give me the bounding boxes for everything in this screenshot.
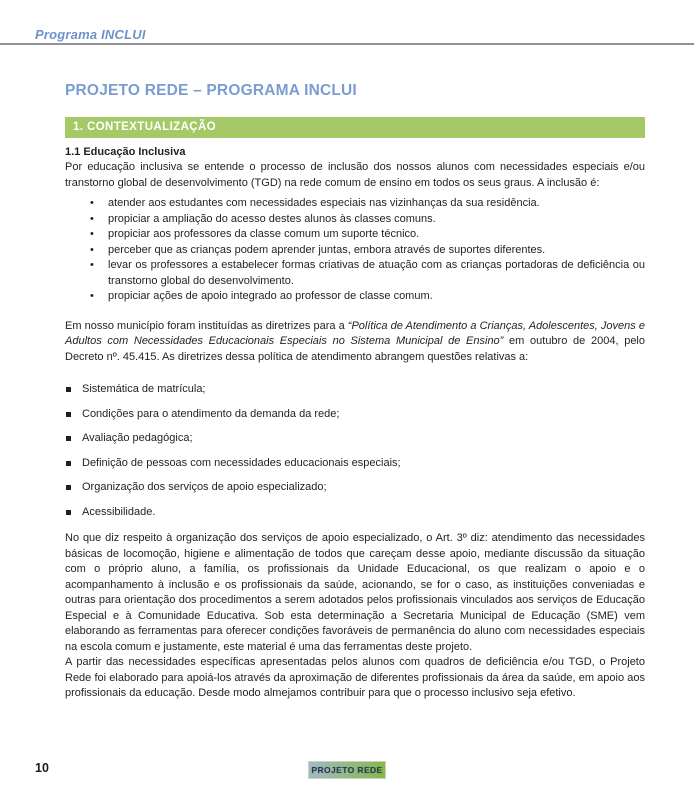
list-item: Organização dos serviços de apoio especializado; — [65, 480, 645, 496]
list-item: Sistemática de matrícula; — [65, 382, 645, 398]
intro-paragraph: Por educação inclusiva se entende o processo de inclusão dos nossos alunos com necessidades especiais e/ou transtorno global de desenvolvimento (TGD) na rede comum de ensino em todos os seus graus. A inclusão é: — [65, 161, 645, 189]
list-item: Avaliação pedagógica; — [65, 431, 645, 447]
list-item: • levar os professores a estabelecer formas criativas de atuação com as crianças portadoras de deficiência ou transtorno global do desenvolvimento. — [65, 258, 645, 289]
list-item: • propiciar a ampliação do acesso destes alunos às classes comuns. — [65, 212, 645, 228]
services-paragraph: No que diz respeito à organização dos serviços de apoio especializado, o Art. 3º diz: atendimento das necessidades básicas de locomoção, higiene e alimentação de todos que careçam desse apoio, mediante discussão da situação com o próprio aluno, a família, os profissionais da Unidade Educacional, os que realizam o apoio e o acompanhamento à inclusão e os profissionais da saúde, acionando, se for o caso, as instituições conveniadas e outras para orientação dos procedimentos a serem adotados pelos profissionais vinculados aos serviços de Educação Especial e à Comunidade Educativa. Sob esta determinação a Secretaria Municipal de Educação (SME) vem elaborando as ferramentas para oferecer condições favoráveis de permanência do aluno com necessidades especiais na escola comum e justamente, este material é uma das ferramentas deste projeto. — [65, 532, 645, 653]
subsection-heading: 1.1 Educação Inclusiva — [65, 146, 186, 158]
policy-text-italic: “Política de Atendimento a Crianças, Adolescentes, Jovens e Adultos com Necessidades Educacionais Especiais no Sistema Municipal de Ensino” — [65, 319, 645, 347]
page-title: PROJETO REDE – PROGRAMA INCLUI — [65, 82, 357, 99]
policy-text-after: em outubro de 2004, pelo Decreto nº. 45.415. As diretrizes dessa política de atendimento abrangem questões relativas a: — [65, 335, 645, 363]
list-item: Condições para o atendimento da demanda da rede; — [65, 407, 645, 423]
section-banner: 1. CONTEXTUALIZAÇÃO — [65, 117, 645, 138]
policy-paragraph — [65, 319, 645, 366]
running-header-title: Programa INCLUI — [35, 27, 146, 42]
inclusion-bullet-list — [65, 196, 645, 305]
list-item: • propiciar aos professores da classe comum um suporte técnico. — [65, 227, 645, 243]
projeto-rede-badge: PROJETO REDE — [308, 761, 386, 779]
page-content — [65, 82, 645, 702]
list-item: Acessibilidade. — [65, 505, 645, 521]
header-rule — [0, 43, 694, 45]
list-item: • perceber que as crianças podem aprender juntas, embora através de suportes diferentes. — [65, 243, 645, 259]
list-item: Definição de pessoas com necessidades educacionais especiais; — [65, 456, 645, 472]
guidelines-bullet-list — [65, 382, 645, 520]
list-item: • propiciar ações de apoio integrado ao professor de classe comum. — [65, 289, 645, 305]
closing-paragraph: A partir das necessidades específicas apresentadas pelos alunos com quadros de deficiência e/ou TGD, o Projeto Rede foi elaborado para apoiá-los através da aproximação de diferentes profissionais da área da saúde, em apoio aos profissionais da educação. Desde modo almejamos contribuir para que o processo inclusivo seja efetivo. — [65, 656, 645, 699]
list-item: • atender aos estudantes com necessidades especiais nas vizinhanças da sua residência. — [65, 196, 645, 212]
page-number: 10 — [35, 761, 49, 775]
policy-text-before: Em nosso município foram instituídas as diretrizes para a — [65, 319, 348, 332]
